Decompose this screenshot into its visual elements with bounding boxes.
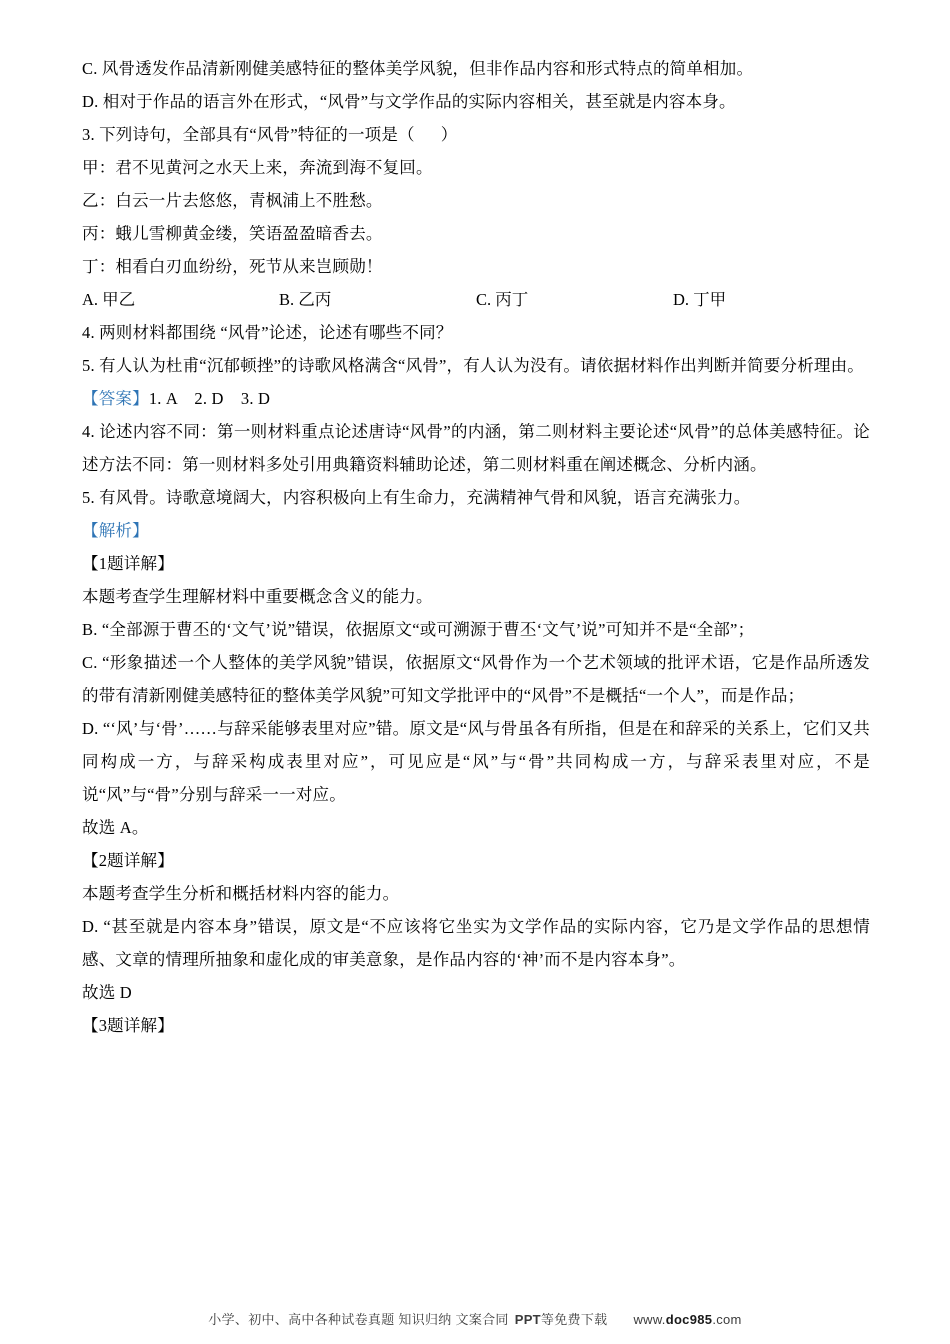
answer-label: 【答案】 [82, 389, 149, 408]
option-c[interactable]: C. 丙丁 [476, 290, 529, 309]
footer-bold-text: PPT [514, 1312, 541, 1327]
poem-line-jia: 甲：君不见黄河之水天上来，奔流到海不复回。 [82, 158, 433, 177]
text-line: C. 风骨透发作品清新刚健美感特征的整体美学风貌，但非作品内容和形式特点的简单相加。 [82, 59, 754, 78]
section-heading-3: 【3题详解】 [82, 1016, 174, 1035]
poem-line-yi: 乙：白云一片去悠悠，青枫浦上不胜愁。 [82, 191, 383, 210]
section-heading-1: 【1题详解】 [82, 554, 174, 573]
footer-site-suffix: .com [712, 1312, 742, 1327]
question-5-stem: 5. 有人认为杜甫“沉郁顿挫”的诗歌风格满含“风骨”，有人认为没有。请依据材料作出判断并简要分析理由。 [82, 356, 864, 375]
footer-site-link[interactable] [633, 1312, 741, 1327]
footer-left-text: 小学、初中、高中各种试卷真题 知识归纳 文案合同 [208, 1312, 509, 1327]
answer-inline: 1. A 2. D 3. D [148, 389, 271, 408]
question-3-options [82, 283, 870, 316]
answer-item-5: 5. 有风骨。诗歌意境阔大，内容积极向上有生命力，充满精神气骨和风貌，语言充满张力。 [82, 488, 751, 507]
option-d[interactable]: D. 丁甲 [673, 290, 727, 309]
question-4-stem: 4. 两则材料都围绕 “风骨”论述，论述有哪些不同？ [82, 323, 453, 342]
footer-site-main: doc985 [665, 1312, 713, 1327]
section-1-paragraph: B. “全部源于曹丕的‘文气’说”错误，依据原文“或可溯源于曹丕‘文气’说”可知并不是“全部”； [82, 620, 755, 639]
section-1-paragraph: D. “‘风’与‘骨’……与辞采能够表里对应”错。原文是“风与骨虽各有所指，但是在和辞采的关系上，它们又共同构成一方，与辞采构成表里对应”，可见应是“风”与“骨”共同构成一方，与辞采表里对应，不是说“风”与“骨”分别与辞采一一对应。 [82, 719, 870, 804]
answer-block [82, 382, 870, 415]
footer-site-prefix: www. [633, 1312, 666, 1327]
section-heading-2: 【2题详解】 [82, 851, 174, 870]
text-line: D. 相对于作品的语言外在形式，“风骨”与文学作品的实际内容相关，甚至就是内容本身。 [82, 92, 736, 111]
section-2-conclusion: 故选 D [82, 983, 132, 1002]
footer-mid-text: 等免费下载 [540, 1312, 608, 1327]
answer-item-4: 4. 论述内容不同：第一则材料重点论述唐诗“风骨”的内涵，第二则材料主要论述“风骨”的总体美感特征。论述方法不同：第一则材料多处引用典籍资料辅助论述，第二则材料重在阐述概念、分析内涵。 [82, 422, 870, 474]
option-b[interactable]: B. 乙丙 [279, 290, 332, 309]
page-footer [0, 1309, 950, 1328]
section-2-paragraph: D. “甚至就是内容本身”错误，原文是“不应该将它坐实为文学作品的实际内容，它乃是文学作品的思想情感、文章的情理所抽象和虚化成的审美意象，是作品内容的‘神’而不是内容本身”。 [82, 917, 870, 969]
question-3-stem: 3. 下列诗句，全部具有“风骨”特征的一项是（ ） [82, 125, 458, 144]
analysis-label: 【解析】 [82, 521, 149, 540]
section-2-paragraph: 本题考查学生分析和概括材料内容的能力。 [82, 884, 400, 903]
section-1-paragraph: C. “形象描述一个人整体的美学风貌”错误，依据原文“风骨作为一个艺术领域的批评术语，它是作品所透发的带有清新刚健美感特征的整体美学风貌”可知文学批评中的“风骨”不是概括“一个人”，而是作品； [82, 653, 870, 705]
poem-line-bing: 丙：蛾儿雪柳黄金缕，笑语盈盈暗香去。 [82, 224, 383, 243]
option-a[interactable]: A. 甲乙 [82, 290, 136, 309]
poem-line-ding: 丁：相看白刃血纷纷，死节从来岂顾勋！ [82, 257, 383, 276]
section-1-paragraph: 本题考查学生理解材料中重要概念含义的能力。 [82, 587, 433, 606]
section-1-conclusion: 故选 A。 [82, 818, 149, 837]
